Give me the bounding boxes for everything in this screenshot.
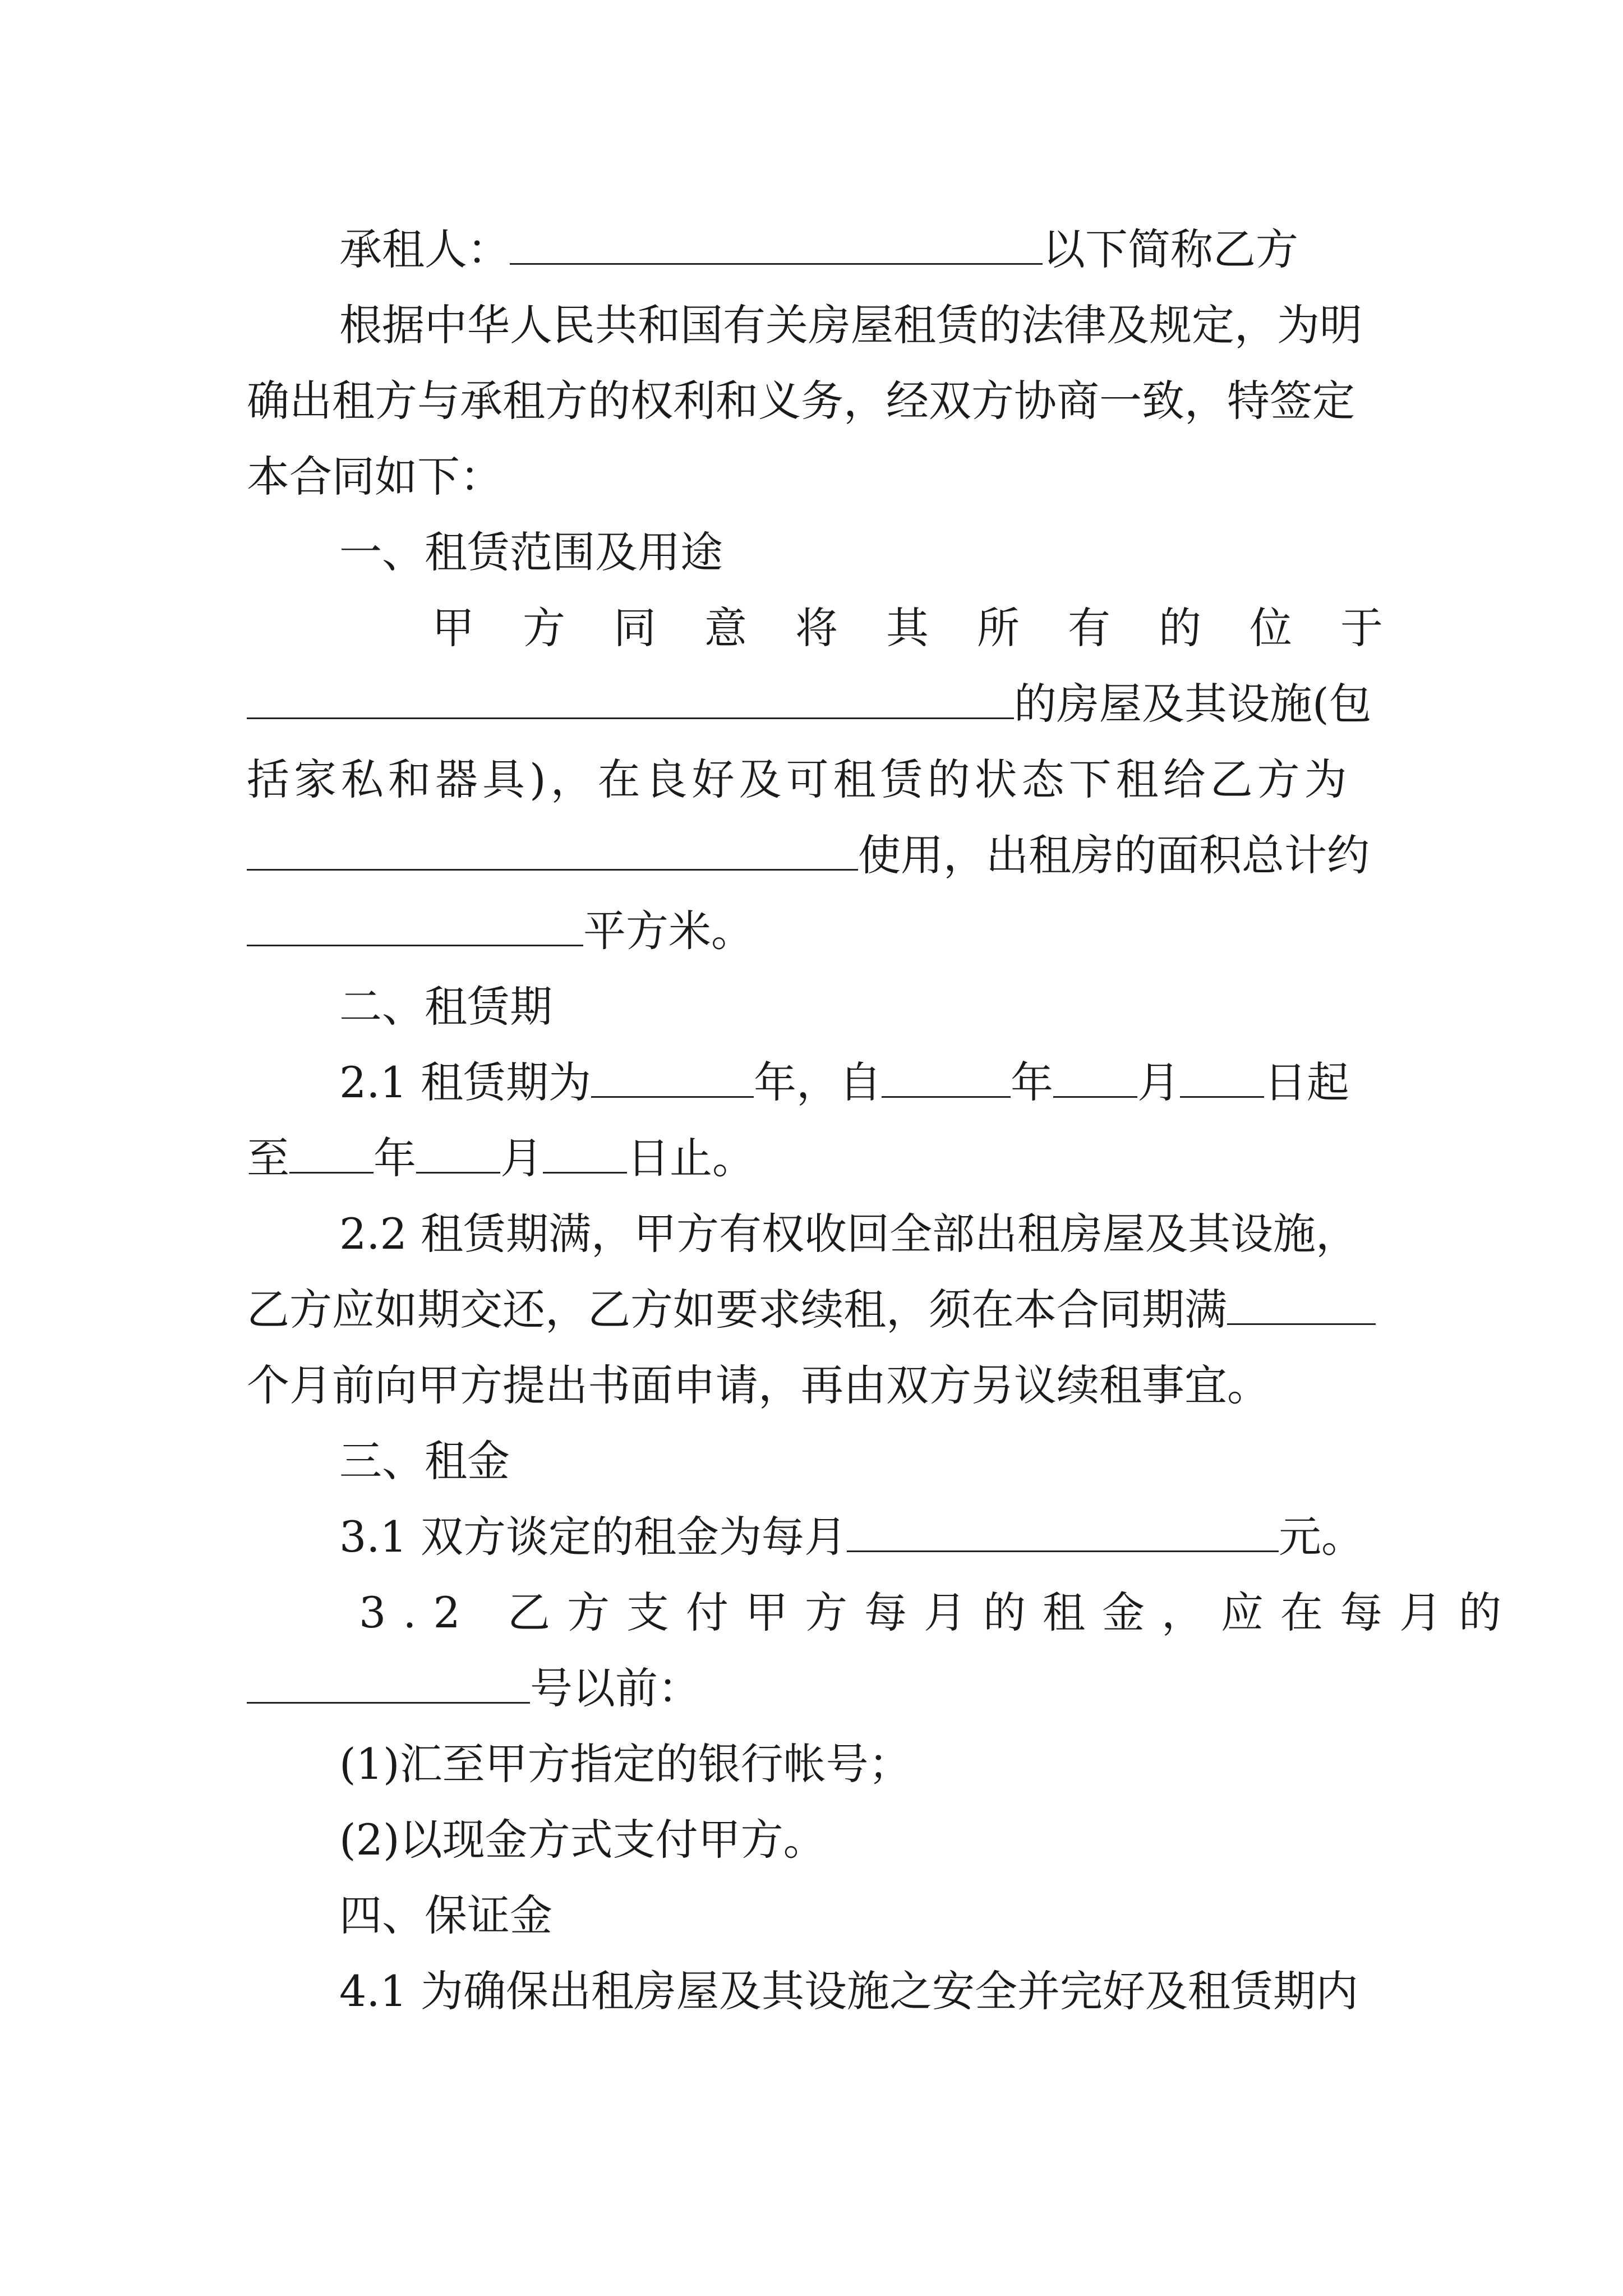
renewal-months-blank[interactable] <box>1227 1282 1376 1325</box>
preamble-line-2: 确出租方与承租方的权利和义务，经双方协商一致，特签定 <box>247 376 1355 426</box>
section-1-line-4 <box>247 827 1382 884</box>
lessee-abbr: 以下简称乙方 <box>1043 224 1298 274</box>
rent-unit: 元。 <box>1279 1512 1364 1562</box>
clause-3-1 <box>339 1509 1382 1565</box>
renewal-text: 乙方应如期交还，乙方如要求续租，须在本合同期满 <box>247 1285 1227 1335</box>
area-unit: 平方米。 <box>583 906 754 956</box>
end-month-blank[interactable] <box>416 1130 500 1174</box>
location-blank[interactable] <box>247 676 1014 719</box>
clause-3-2-line-1: 3.2 乙方支付甲方每月的租金，应在每月的 <box>359 1588 1519 1637</box>
term-years-blank[interactable] <box>591 1055 754 1098</box>
preamble-line-3: 本合同如下： <box>247 452 502 501</box>
payment-option-1: (1)汇至甲方指定的银行帐号； <box>339 1739 911 1789</box>
section-1-line-1: 甲方同意将其所有的位于 <box>432 603 1431 653</box>
term-label: 2.1 租赁期为 <box>339 1057 592 1107</box>
month-label: 月 <box>1137 1057 1181 1107</box>
section-4-heading: 四、保证金 <box>339 1890 552 1940</box>
preamble-line-1: 根据中华人民共和国有关房屋租赁的法律及规定，为明 <box>339 300 1362 350</box>
premises-text: 的房屋及其设施(包 <box>1014 679 1372 729</box>
section-3-heading: 三、租金 <box>339 1436 510 1486</box>
to-label: 至 <box>247 1133 289 1183</box>
start-year-blank[interactable] <box>882 1055 1011 1098</box>
lessee-blank[interactable] <box>510 222 1043 265</box>
clause-2-2-line-1: 2.2 租赁期满，甲方有权收回全部出租房屋及其设施， <box>339 1209 1359 1259</box>
rent-amount-blank[interactable] <box>847 1509 1279 1552</box>
clause-2-2-line-3: 个月前向甲方提出书面申请，再由双方另议续租事宜。 <box>247 1360 1270 1410</box>
payment-day-blank[interactable] <box>247 1660 530 1704</box>
clause-2-1-line-1 <box>339 1055 1382 1111</box>
start-month-blank[interactable] <box>1053 1055 1137 1098</box>
clause-2-1-line-2 <box>247 1130 1382 1186</box>
year-label: 年 <box>1011 1057 1054 1107</box>
clause-2-2-line-2 <box>247 1282 1382 1338</box>
area-blank[interactable] <box>247 903 583 946</box>
lessee-label: 承租人： <box>339 224 510 274</box>
usage-blank[interactable] <box>247 827 858 871</box>
lessee-line <box>339 222 1382 278</box>
from-label: 年，自 <box>754 1057 882 1107</box>
section-1-line-5 <box>247 903 1382 959</box>
end-year-label: 年 <box>374 1133 416 1183</box>
clause-4-1-line-1: 4.1 为确保出租房屋及其设施之安全并完好及租赁期内 <box>339 1966 1359 2016</box>
day-start-label: 日起 <box>1264 1057 1350 1107</box>
end-day-label: 日止。 <box>627 1133 755 1183</box>
end-month-label: 月 <box>500 1133 543 1183</box>
section-1-line-2 <box>247 676 1382 732</box>
section-1-heading: 一、租赁范围及用途 <box>339 527 723 577</box>
end-day-blank[interactable] <box>543 1130 627 1174</box>
rent-label: 3.1 双方谈定的租金为每月 <box>339 1512 847 1562</box>
start-day-blank[interactable] <box>1180 1055 1264 1098</box>
usage-text: 使用，出租房的面积总计约 <box>858 830 1370 880</box>
payment-day-text: 号以前： <box>530 1663 700 1713</box>
section-1-line-3: 括家私和器具)，在良好及可租赁的状态下租给乙方为 <box>247 754 1352 804</box>
end-year-blank[interactable] <box>289 1130 374 1174</box>
section-2-heading: 二、租赁期 <box>339 982 552 1032</box>
payment-option-2: (2)以现金方式支付甲方。 <box>339 1815 826 1865</box>
clause-3-2-line-2 <box>247 1660 1382 1717</box>
